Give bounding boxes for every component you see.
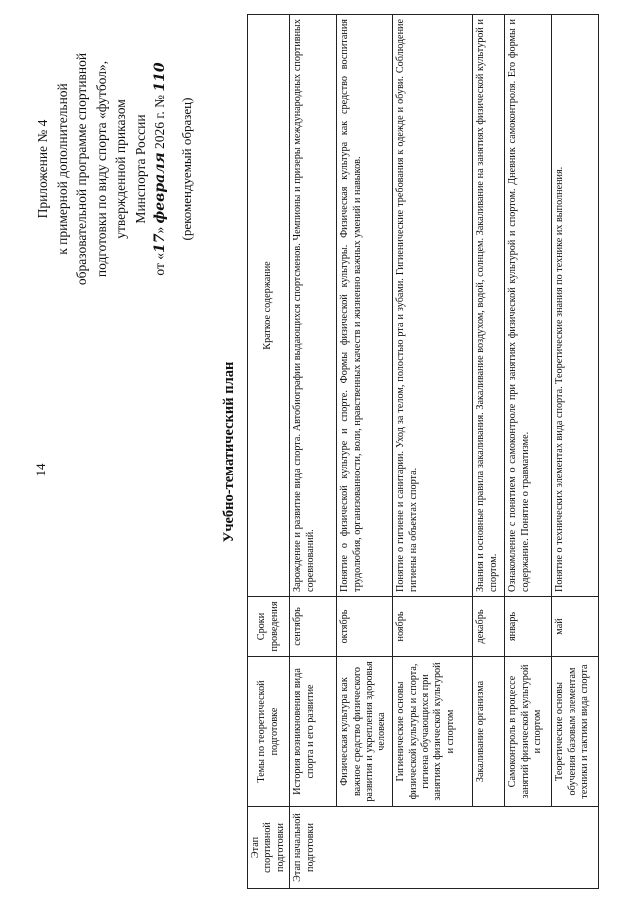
stage-cell: Этап начальной подготовки xyxy=(290,807,599,889)
handwritten-month: февраля xyxy=(152,152,168,224)
appendix-line-6: Минспорта России xyxy=(132,114,148,224)
content-cell: Понятие о гигиене и санитарии. Уход за телом, полостью рта и зубами. Гигиенические требования к одежде и обуви. Соблюдение гигиены на объектах спорта. xyxy=(393,15,473,597)
handwritten-order-number: 110 xyxy=(152,62,168,92)
term-cell: май xyxy=(552,597,599,657)
topic-cell: Гигиенические основы физической культуры и спорта, гигиена обучающихся при занятиях физической культурой и спортом xyxy=(393,657,473,807)
content-cell: Зарождение и развитие вида спорта. Автобиографии выдающихся спортсменов. Чемпионы и призеры международных спортивных соревнований. xyxy=(290,15,337,597)
year-text: 2026 г. № xyxy=(152,91,167,153)
page-number: 14 xyxy=(33,463,48,477)
table-row xyxy=(505,15,552,889)
table-row xyxy=(337,15,393,889)
table-row xyxy=(473,15,505,889)
appendix-number: Приложение № 4 xyxy=(35,119,50,219)
header-content: Краткое содержание xyxy=(248,15,290,597)
appendix-line-2: к примерной дополнительной xyxy=(54,83,70,255)
handwritten-day: 17 xyxy=(152,233,168,253)
appendix-header xyxy=(33,4,196,334)
term-cell: сентябрь xyxy=(290,597,337,657)
table-row xyxy=(552,15,599,889)
date-prefix: от « xyxy=(152,253,167,276)
appendix-line-5: утвержденной приказом xyxy=(113,99,128,239)
term-cell: ноябрь xyxy=(393,597,473,657)
topic-cell: История возникновения вида спорта и его развитие xyxy=(290,657,337,807)
content-cell: Ознакомление с понятием о самоконтроле при занятиях физической культурой и спортом. Дневник самоконтроля. Его формы и содержание. Понятие о травматизме. xyxy=(505,15,552,597)
table-header-row xyxy=(248,15,290,889)
table-row xyxy=(290,15,337,889)
order-date-line xyxy=(150,4,171,334)
topic-cell: Теоретические основы обучения базовым элементам техники и тактики вида спорта xyxy=(552,657,599,807)
term-cell: январь xyxy=(505,597,552,657)
header-term: Сроки проведения xyxy=(248,597,290,657)
recommended-sample-note: (рекомендуемый образец) xyxy=(178,97,194,241)
topic-cell: Самоконтроль в процессе занятий физической культурой и спортом xyxy=(505,657,552,807)
content-cell: Понятие о технических элементах вида спорта. Теоретические знания по технике их выполнения. xyxy=(552,15,599,597)
table-row xyxy=(393,15,473,889)
study-plan-table xyxy=(247,14,599,889)
header-stage: Этап спортивной подготовки xyxy=(248,807,290,889)
header-topic: Темы по теоретической подготовке xyxy=(248,657,290,807)
document-title: Учебно-тематический план xyxy=(221,361,237,543)
content-cell: Знания и основные правила закаливания. Закаливание воздухом, водой, солнцем. Закаливание на занятиях физической культурой и спортом. xyxy=(473,15,505,597)
appendix-line-4: подготовки по виду спорта «футбол», xyxy=(93,60,109,278)
content-cell: Понятие о физической культуре и спорте. Формы физической культуры. Физическая культура как средство воспитания трудолюбия, организованности, воли, нравственных качеств и жизненно важных умений и навыков. xyxy=(337,15,393,597)
date-mid: » xyxy=(152,223,167,234)
topic-cell: Физическая культура как важное средство физического развития и укрепления здоровья человека xyxy=(337,657,393,807)
term-cell: декабрь xyxy=(473,597,505,657)
term-cell: октябрь xyxy=(337,597,393,657)
appendix-line-3: образовательной программе спортивной xyxy=(74,52,89,286)
topic-cell: Закаливание организма xyxy=(473,657,505,807)
